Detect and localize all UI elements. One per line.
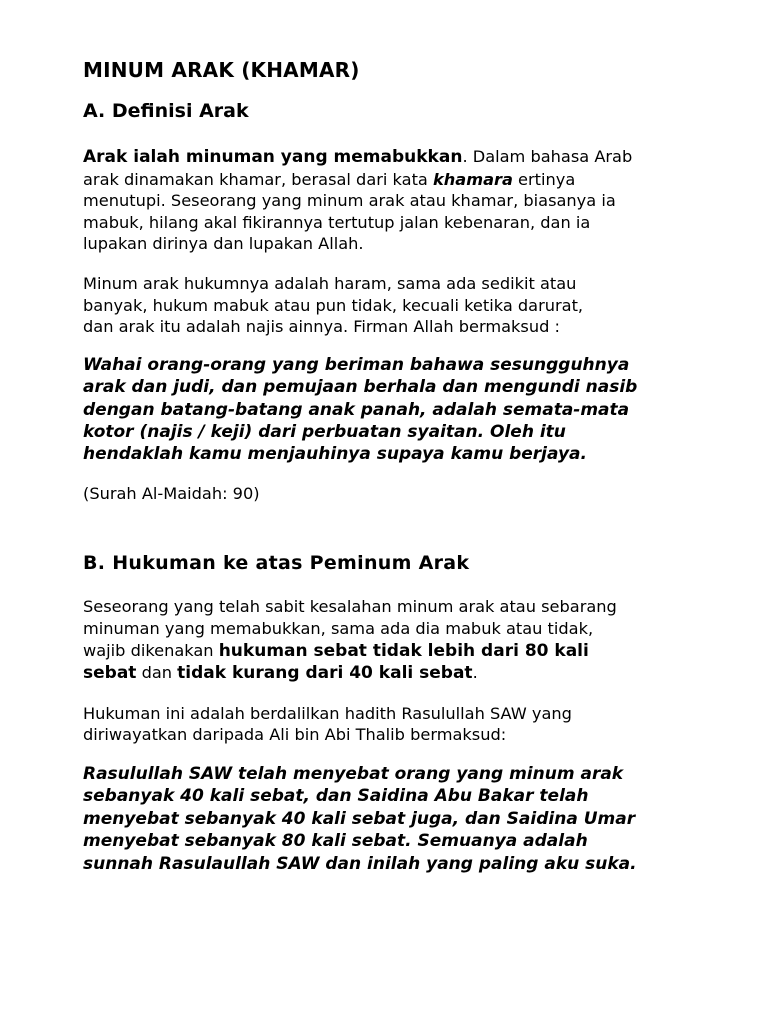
max-lashes-text: hukuman sebat tidak lebih dari 80 kali	[218, 640, 589, 661]
ruling-paragraph	[83, 273, 723, 338]
punishment-paragraph	[83, 596, 723, 684]
hadith-quote-line-3: menyebat sebanyak 40 kali sebat juga, dan Saidina Umar	[83, 808, 636, 829]
surah-citation: (Surah Al-Maidah: 90)	[83, 483, 260, 503]
hadith-quote-line-5: sunnah Rasulaullah SAW dan inilah yang paling aku suka.	[83, 853, 637, 874]
quran-quote	[83, 354, 723, 466]
punishment-line-4-mid: dan	[136, 663, 178, 683]
hadith-intro-line-1: Hukuman ini adalah berdalilkan hadith Rasulullah SAW yang	[83, 703, 572, 723]
definition-lead-rest: . Dalam bahasa Arab	[462, 147, 633, 166]
khamara-term: khamara	[432, 169, 513, 189]
hadith-intro-line-2: diriwayatkan daripada Ali bin Abi Thalib bermaksud:	[83, 725, 507, 745]
punishment-line-3-pre: wajib dikenakan	[83, 640, 219, 660]
definition-paragraph	[83, 146, 723, 255]
definition-lead: Arak ialah minuman yang memabukkan	[83, 147, 463, 167]
quran-quote-line-3: dengan batang-batang anak panah, adalah semata-mata	[83, 399, 630, 420]
hadith-quote-line-2: sebanyak 40 kali sebat, dan Saidina Abu Bakar telah	[83, 786, 589, 807]
definition-line-2-post: ertinya	[512, 169, 576, 189]
punishment-line-2: minuman yang memabukkan, sama ada dia mabuk atau tidak,	[83, 618, 594, 638]
definition-line-4: mabuk, hilang akal fikirannya tertutup jalan kebenaran, dan ia	[83, 212, 591, 232]
quran-quote-line-1: Wahai orang-orang yang beriman bahawa sesungguhnya	[83, 354, 630, 375]
quran-quote-line-5: hendaklah kamu menjauhinya supaya kamu berjaya.	[83, 444, 587, 465]
quran-quote-line-2: arak dan judi, dan pemujaan berhala dan mengundi nasib	[83, 377, 638, 398]
definition-line-2-pre: arak dinamakan khamar, berasal dari kata	[83, 169, 433, 189]
definition-line-5: lupakan dirinya dan lupakan Allah.	[83, 234, 364, 254]
hadith-quote	[83, 763, 723, 875]
min-lashes-text: tidak kurang dari 40 kali sebat	[177, 663, 473, 684]
definition-line-3: menutupi. Seseorang yang minum arak atau khamar, biasanya ia	[83, 191, 616, 211]
definition-line-2	[83, 169, 723, 191]
section-a-heading: A. Definisi Arak	[83, 100, 249, 122]
hadith-quote-line-1: Rasulullah SAW telah menyebat orang yang minum arak	[83, 763, 624, 784]
document-page	[83, 56, 723, 875]
quran-quote-line-4: kotor (najis / keji) dari perbuatan syaitan. Oleh itu	[83, 421, 566, 442]
document-title: MINUM ARAK (KHAMAR)	[83, 58, 360, 82]
punishment-line-4	[83, 662, 723, 685]
ruling-line-3: dan arak itu adalah najis ainnya. Firman Allah bermaksud :	[83, 317, 561, 337]
ruling-line-1: Minum arak hukumnya adalah haram, sama ada sedikit atau	[83, 273, 577, 293]
hadith-quote-line-4: menyebat sebanyak 80 kali sebat. Semuanya adalah	[83, 831, 588, 852]
punishment-line-1: Seseorang yang telah sabit kesalahan minum arak atau sebarang	[83, 597, 617, 617]
ruling-line-2: banyak, hukum mabuk atau pun tidak, kecuali ketika darurat,	[83, 295, 584, 315]
sebat-bold: sebat	[83, 663, 137, 684]
punishment-line-4-end: .	[472, 663, 478, 683]
hadith-intro-paragraph	[83, 703, 723, 746]
punishment-line-3	[83, 640, 723, 663]
definition-line-1	[83, 146, 723, 169]
section-b-heading: B. Hukuman ke atas Peminum Arak	[83, 552, 470, 575]
